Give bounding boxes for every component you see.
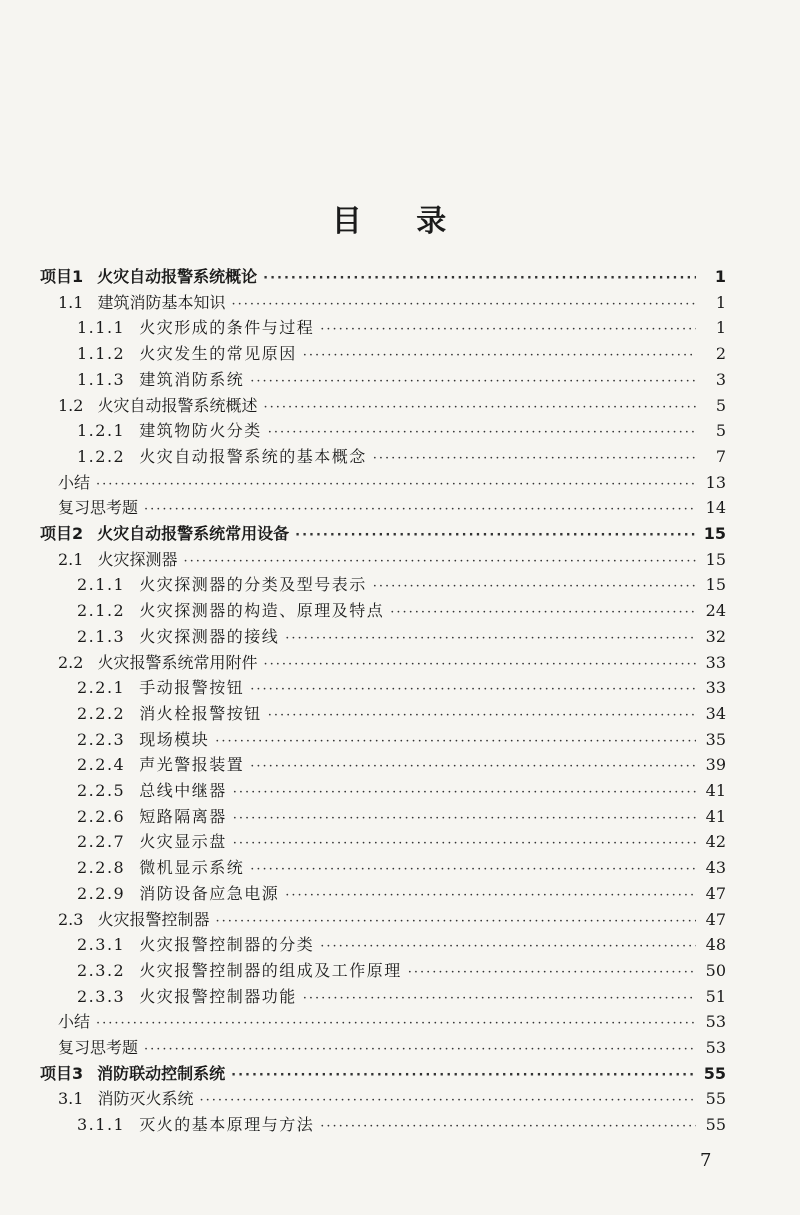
toc-entry[interactable]: [77, 984, 726, 1010]
toc-entry-number: 1.1: [58, 292, 84, 312]
toc-entry-label: [58, 650, 257, 676]
toc-entry-number: 2.1.1: [77, 575, 126, 595]
toc-entry-page: 24: [705, 601, 726, 621]
toc-entry-text: 小结: [58, 1012, 91, 1032]
toc-entry-text: 火灾自动报警系统概论: [97, 267, 258, 286]
toc-entry-page: 47: [705, 909, 726, 929]
dot-leader: [373, 446, 696, 472]
toc-entry-label: [77, 932, 314, 958]
toc-entry-text: 火灾形成的条件与过程: [139, 318, 315, 338]
toc-entry-label: [77, 855, 244, 881]
toc-entry-text: 微机显示系统: [139, 858, 245, 878]
toc-entry-number: 2.2.6: [77, 806, 126, 826]
toc-entry-label: [77, 984, 297, 1010]
dot-leader: [320, 934, 696, 960]
toc-entry[interactable]: [58, 495, 726, 521]
toc-entry[interactable]: [77, 855, 726, 881]
dot-leader: [233, 780, 696, 806]
toc-entry-text: 短路隔离器: [139, 806, 227, 826]
toc-entry-number: 2.2.4: [77, 755, 126, 775]
dot-leader: [285, 626, 696, 652]
toc-entry[interactable]: [77, 572, 726, 598]
toc-entry-page: 53: [705, 1012, 726, 1032]
toc-entry-page: 43: [705, 858, 726, 878]
toc-entry-number: 1.2: [58, 395, 84, 415]
toc-entry-text: 手动报警按钮: [139, 678, 245, 698]
dot-leader: [408, 960, 696, 986]
toc-entry-text: 火灾探测器的构造、原理及特点: [139, 601, 385, 621]
dot-leader: [215, 729, 696, 755]
toc-entry-text: 声光警报装置: [139, 755, 245, 775]
toc-entry-number: 1.1.3: [77, 369, 126, 389]
dot-leader: [268, 420, 696, 446]
toc-entry-number: 1.1.2: [77, 344, 126, 364]
toc-entry-text: 建筑物防火分类: [139, 421, 262, 441]
dot-leader: [199, 1088, 696, 1114]
dot-leader: [303, 343, 696, 369]
dot-leader: [263, 395, 696, 421]
toc-entry-label: [77, 778, 227, 804]
toc-entry-text: 火灾报警控制器: [97, 909, 210, 929]
toc-entry-page: 14: [705, 498, 726, 518]
toc-entry-label: [77, 804, 227, 830]
toc-entry-text: 火灾显示盘: [139, 832, 227, 852]
toc-entry-page: 41: [705, 806, 726, 826]
toc-entry-number: 3.1.1: [77, 1115, 126, 1135]
toc-entry-text: 现场模块: [139, 729, 210, 749]
dot-leader: [390, 600, 696, 626]
toc-entry-text: 复习思考题: [58, 498, 139, 518]
dot-leader: [215, 909, 696, 935]
toc-entry-page: 55: [705, 1089, 726, 1109]
toc-entry-number: 项目3: [40, 1063, 84, 1083]
toc-entry-text: 建筑消防系统: [139, 369, 245, 389]
toc-entry-page: 1: [714, 267, 726, 286]
toc-entry[interactable]: [77, 367, 726, 393]
toc-entry[interactable]: [77, 958, 726, 984]
dot-leader: [373, 574, 696, 600]
toc-entry-label: [58, 1086, 193, 1112]
toc-entry-number: 2.1.3: [77, 626, 126, 646]
toc-entry-page: 41: [705, 781, 726, 800]
toc-entry-label: [77, 341, 297, 367]
dot-leader: [96, 1011, 696, 1037]
dot-leader: [144, 1037, 696, 1063]
toc-entry-label: [58, 495, 138, 521]
toc-entry-number: 1.1.1: [77, 318, 126, 338]
toc-entry-text: 火灾自动报警系统概述: [97, 395, 258, 415]
toc-entry-text: 火灾报警控制器的组成及工作原理: [139, 960, 402, 980]
dot-leader: [250, 369, 696, 395]
toc-entry[interactable]: [58, 1009, 726, 1035]
toc-entry-text: 火灾探测器的接线: [139, 626, 280, 646]
toc-entry[interactable]: [77, 778, 726, 804]
toc-entry-label: [77, 881, 279, 907]
toc-entry[interactable]: [77, 727, 726, 753]
toc-entry[interactable]: [77, 701, 726, 727]
page-title: 目 录: [331, 204, 469, 239]
dot-leader: [231, 1063, 696, 1089]
dot-leader: [263, 652, 696, 678]
toc-entry[interactable]: [77, 624, 726, 650]
toc-entry-page: 51: [705, 986, 726, 1006]
toc-entry[interactable]: [58, 290, 726, 316]
toc-entry-text: 火灾自动报警系统的基本概念: [139, 446, 367, 466]
toc-entry-label: [40, 264, 257, 290]
dot-leader: [320, 317, 696, 343]
toc-entry[interactable]: [77, 315, 726, 341]
toc-entry-number: 2.3.2: [77, 960, 126, 980]
toc-entry-page: 55: [705, 1115, 726, 1135]
toc-entry-number: 2.2.1: [77, 678, 126, 698]
toc-entry-label: [77, 829, 227, 855]
toc-entry-page: 33: [705, 652, 726, 672]
toc-entry-page: 1: [715, 292, 726, 312]
toc-entry-label: [58, 290, 225, 316]
toc-entry-page: 47: [705, 883, 726, 903]
dot-leader: [303, 986, 696, 1012]
toc-entry-page: 15: [705, 575, 726, 595]
toc-entry[interactable]: [77, 444, 726, 470]
toc-entry-page: 33: [705, 678, 726, 698]
toc-entry[interactable]: [58, 1086, 726, 1112]
dot-leader: [268, 703, 696, 729]
toc-entry-text: 小结: [58, 472, 91, 492]
toc-entry-label: [77, 701, 262, 727]
toc-entry-label: [77, 1112, 314, 1138]
toc-entry-label: [58, 393, 257, 419]
toc-entry-page: 15: [705, 549, 726, 569]
toc-entry-number: 2.2.8: [77, 858, 126, 878]
toc-entry[interactable]: [77, 932, 726, 958]
toc-entry-number: 2.3.3: [77, 986, 126, 1006]
toc-entry-page: 55: [703, 1063, 726, 1083]
toc-entry[interactable]: [77, 675, 726, 701]
toc-entry-page: 53: [705, 1038, 726, 1057]
toc-entry-label: [77, 675, 244, 701]
toc-entry-page: 50: [705, 960, 726, 980]
toc-entry-label: [40, 521, 289, 547]
toc-entry[interactable]: [58, 470, 726, 496]
toc-entry-text: 复习思考题: [58, 1038, 139, 1057]
toc-entry-page: 1: [715, 318, 726, 338]
toc-entry-page: 42: [705, 832, 726, 852]
dot-leader: [233, 806, 696, 832]
toc-entry-label: [40, 1061, 225, 1087]
dot-leader: [231, 292, 696, 318]
dot-leader: [263, 266, 696, 292]
dot-leader: [320, 1114, 696, 1140]
toc-entry-page: 39: [705, 755, 726, 775]
toc-entry-number: 项目2: [40, 524, 84, 543]
toc-entry[interactable]: [77, 804, 726, 830]
toc-entry-number: 2.2.3: [77, 729, 126, 749]
toc-entry-number: 2.2.7: [77, 832, 126, 852]
toc-entry-text: 火灾探测器的分类及型号表示: [139, 575, 367, 595]
toc-entry[interactable]: [77, 598, 726, 624]
toc-entry[interactable]: [77, 829, 726, 855]
toc-entry-page: 34: [705, 703, 726, 723]
toc-entry[interactable]: [77, 752, 726, 778]
toc-entry-text: 总线中继器: [139, 781, 227, 800]
dot-leader: [183, 549, 696, 575]
toc-entry-label: [77, 418, 262, 444]
toc-entry-number: 2.2.5: [77, 781, 126, 800]
toc-entry-page: 2: [715, 344, 726, 364]
toc-entry-label: [77, 727, 209, 753]
toc-entry[interactable]: [40, 264, 726, 290]
toc-entry-label: [77, 367, 244, 393]
dot-leader: [250, 677, 696, 703]
toc-entry-page: 7: [715, 446, 726, 466]
toc-entry-label: [77, 598, 384, 624]
toc-entry-label: [77, 444, 367, 470]
dot-leader: [233, 831, 696, 857]
dot-leader: [295, 523, 696, 549]
toc-entry-label: [77, 958, 402, 984]
toc-entry[interactable]: [77, 341, 726, 367]
toc-entry-label: [77, 624, 279, 650]
toc-entry[interactable]: [77, 881, 726, 907]
toc-entry-page: 32: [705, 626, 726, 646]
toc-entry-number: 1.2.2: [77, 446, 126, 466]
toc-entry-text: 火灾自动报警系统常用设备: [97, 524, 290, 543]
toc-entry-page: 35: [705, 729, 726, 749]
toc-entry-text: 火灾报警系统常用附件: [97, 652, 258, 672]
toc-entry-label: [77, 752, 244, 778]
toc-entry-label: [58, 1035, 138, 1061]
toc-entry-number: 1.2.1: [77, 421, 126, 441]
toc-entry-page: 13: [705, 472, 726, 492]
toc-entry-number: 3.1: [58, 1089, 84, 1109]
toc-entry-number: 2.3.1: [77, 935, 126, 955]
dot-leader: [250, 754, 696, 780]
toc-entry-label: [58, 547, 177, 573]
toc-entry-text: 火灾探测器: [97, 549, 178, 569]
toc-entry[interactable]: [58, 547, 726, 573]
toc-entry-text: 火灾报警控制器的分类: [139, 935, 315, 955]
toc-entry-text: 消火栓报警按钮: [139, 703, 262, 723]
dot-leader: [96, 472, 696, 498]
toc-entry-number: 2.2.9: [77, 883, 126, 903]
toc-entry[interactable]: [58, 1035, 726, 1061]
toc-entry-page: 48: [705, 935, 726, 955]
toc-entry-label: [77, 572, 367, 598]
page-number: 7: [700, 1150, 712, 1171]
toc-entry-label: [58, 470, 90, 496]
toc-entry-label: [58, 907, 209, 933]
toc-entry-number: 2.2: [58, 652, 84, 672]
toc-entry-number: 2.1.2: [77, 601, 126, 621]
toc-entry-text: 火灾发生的常见原因: [139, 344, 297, 364]
toc-entry-number: 2.3: [58, 909, 84, 929]
toc-entry[interactable]: [58, 393, 726, 419]
dot-leader: [250, 857, 696, 883]
toc-entry-number: 2.2.2: [77, 703, 126, 723]
toc-entry-number: 项目1: [40, 267, 84, 286]
dot-leader: [144, 497, 696, 523]
toc-entry-text: 消防联动控制系统: [97, 1063, 226, 1083]
toc-entry-text: 灭火的基本原理与方法: [139, 1115, 315, 1135]
toc-entry[interactable]: [77, 418, 726, 444]
toc-entry[interactable]: [40, 1061, 726, 1087]
toc-entry[interactable]: [40, 521, 726, 547]
dot-leader: [285, 883, 696, 909]
toc-entry-page: 5: [715, 395, 726, 415]
toc-entry-page: 3: [715, 369, 726, 389]
toc-entry-label: [58, 1009, 90, 1035]
toc-entry-number: 2.1: [58, 549, 84, 569]
toc-entry-text: 火灾报警控制器功能: [139, 986, 297, 1006]
toc-entry[interactable]: [77, 1112, 726, 1138]
toc-entry[interactable]: [58, 650, 726, 676]
toc-entry-page: 15: [703, 524, 726, 543]
toc-entry-label: [77, 315, 314, 341]
toc-entry-text: 消防设备应急电源: [139, 883, 280, 903]
toc-entry-page: 5: [715, 421, 726, 441]
toc-entry-text: 建筑消防基本知识: [97, 292, 226, 312]
toc-entry[interactable]: [58, 907, 726, 933]
toc-entry-text: 消防灭火系统: [97, 1089, 194, 1109]
